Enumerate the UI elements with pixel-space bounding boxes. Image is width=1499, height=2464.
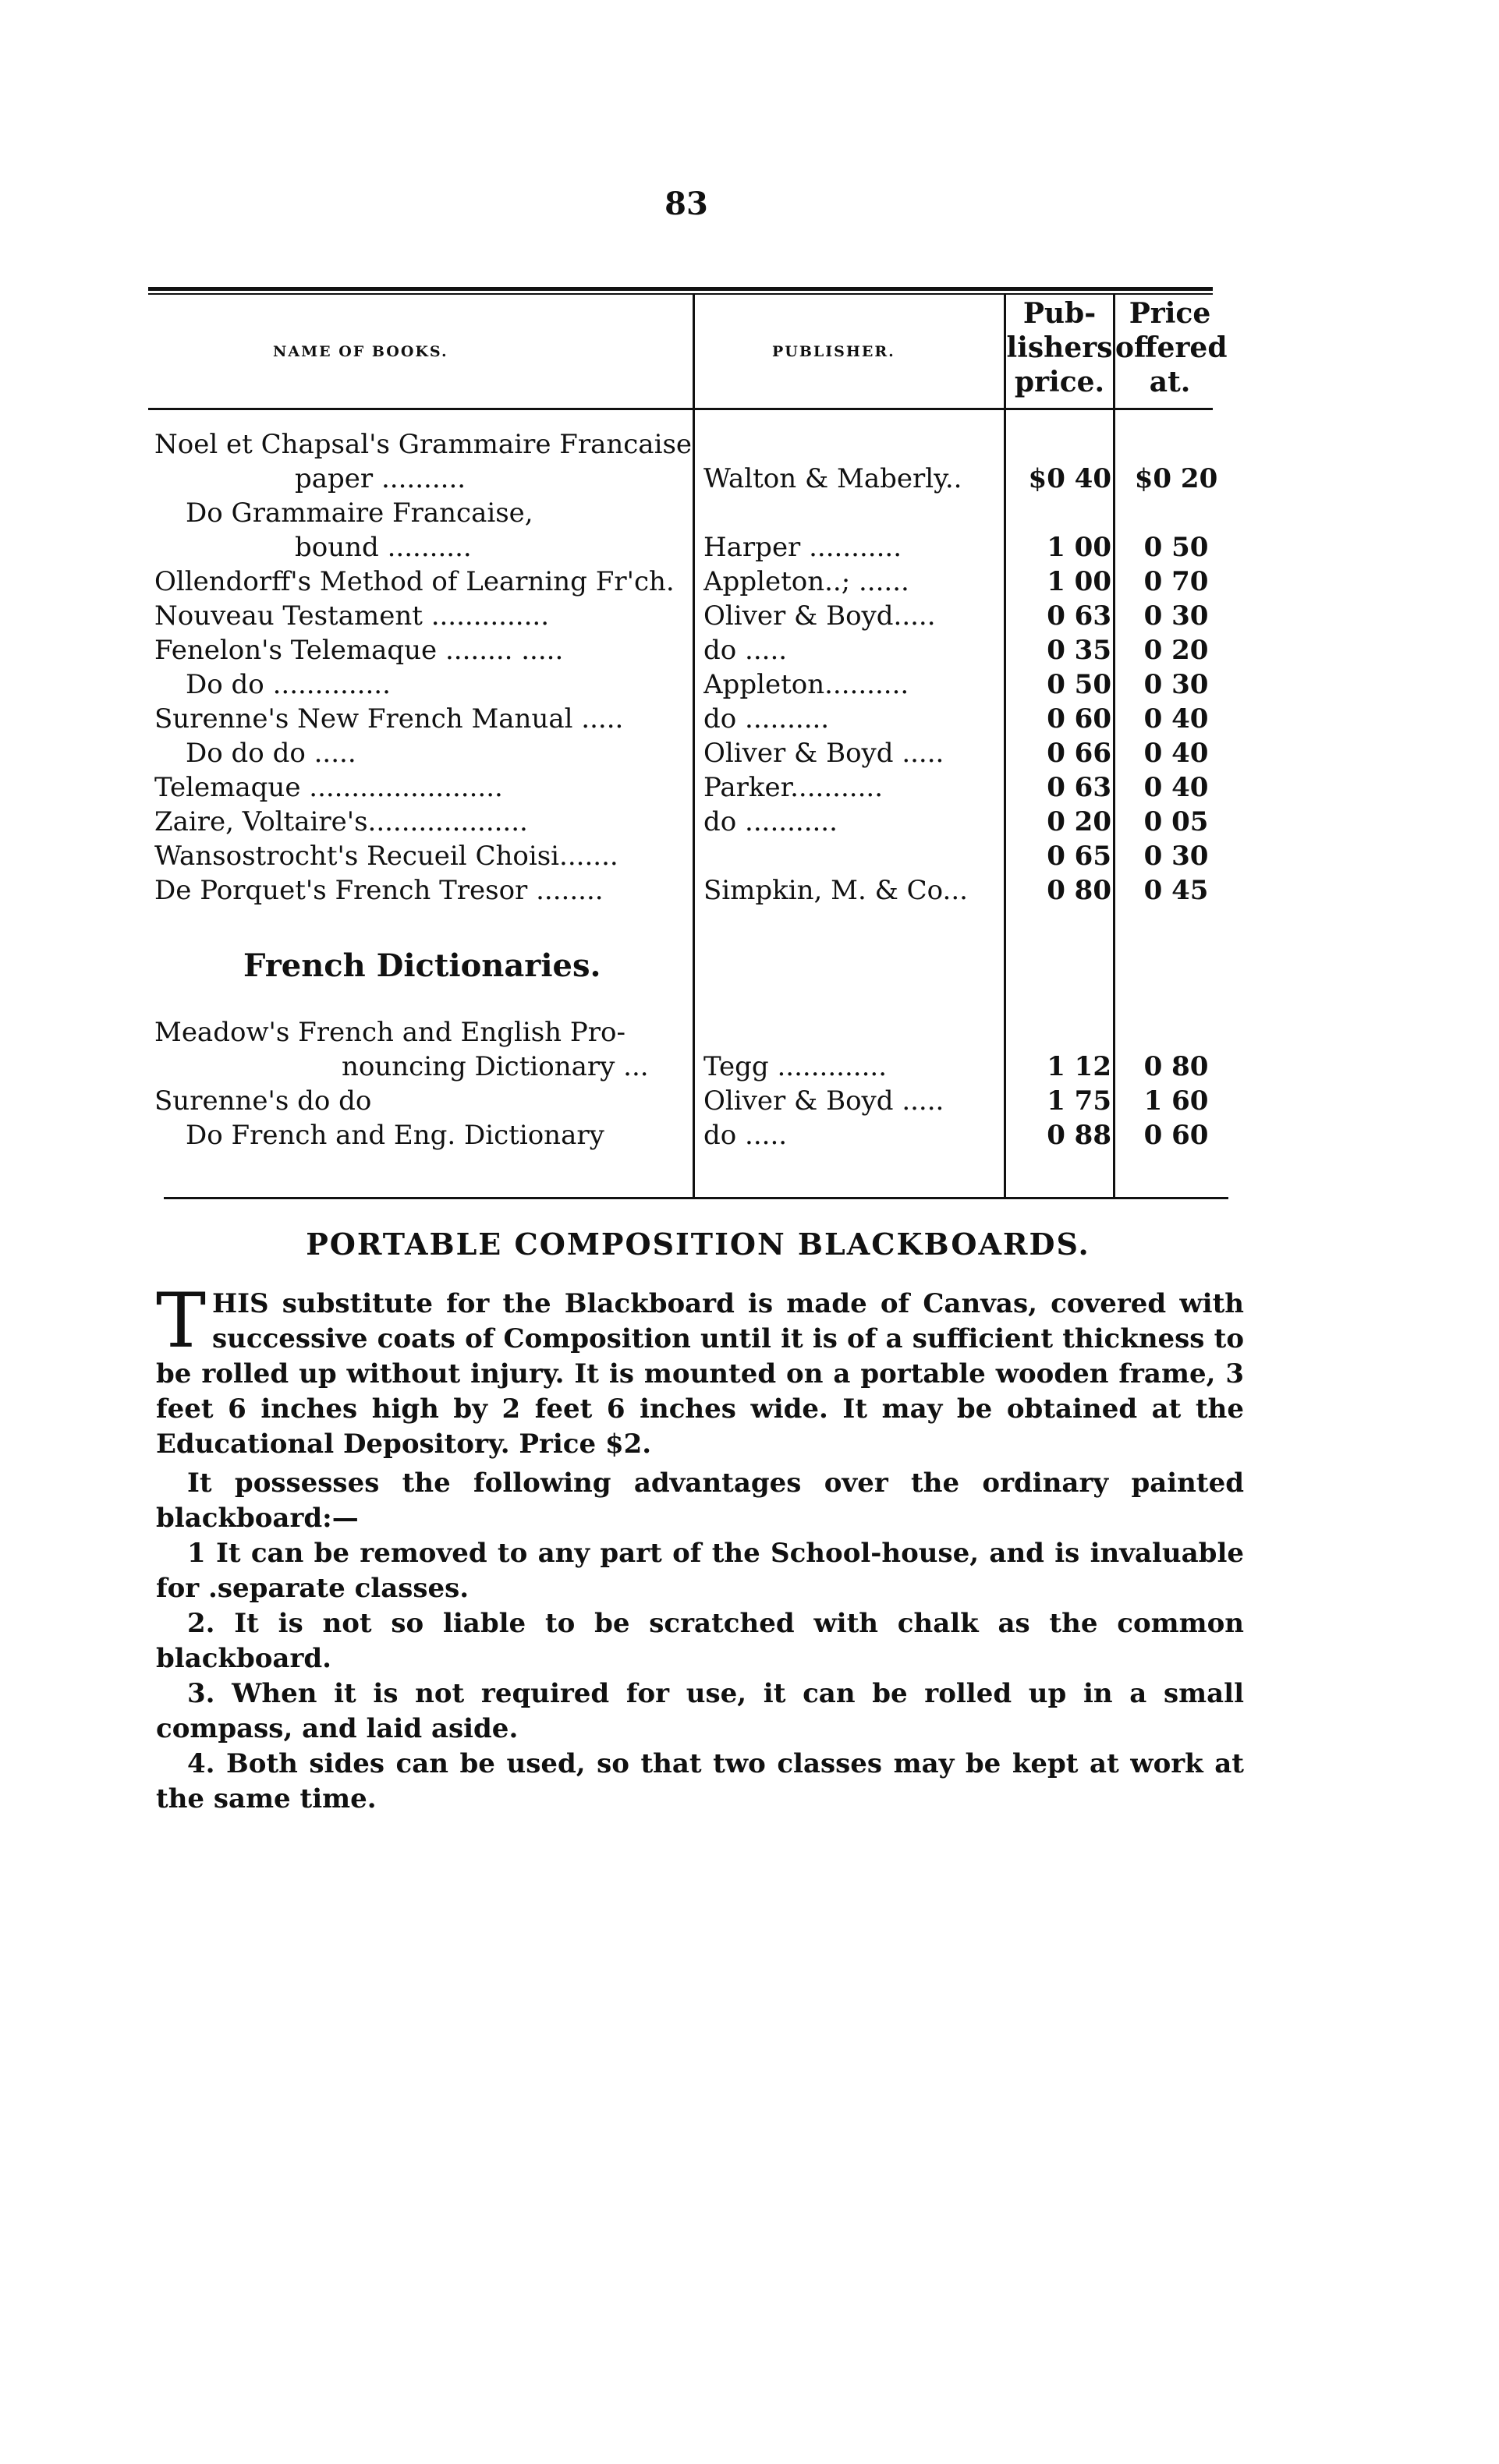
offered-price: 0 40 <box>1143 703 1209 735</box>
publisher-name <box>703 496 1004 530</box>
header-price-offered <box>1115 296 1228 399</box>
book-name: Do do .............. <box>186 669 391 700</box>
header-pub-line1: Pub- <box>1022 297 1097 330</box>
point-3: 3. When it is not required for use, it can be rolled up in a small compass, and laid aside. <box>156 1678 1244 1744</box>
publisher-price <box>1010 427 1111 462</box>
publisher-name: Parker........... <box>703 772 883 803</box>
book-name: Zaire, Voltaire's................... <box>154 806 528 837</box>
section-french-dictionaries: French Dictionaries. <box>243 947 601 984</box>
drop-cap: T <box>156 1277 207 1365</box>
book-name: Nouveau Testament .............. <box>154 600 549 632</box>
top-rule-thick <box>148 287 1213 291</box>
publisher-name <box>703 427 1004 462</box>
publisher-name: do ........... <box>703 806 838 837</box>
offered-price: 0 30 <box>1143 600 1209 632</box>
column-divider-3 <box>1113 295 1115 1199</box>
offered-price <box>1122 1015 1231 1050</box>
book-name: Meadow's French and English Pro- <box>154 1017 625 1048</box>
publisher-name: Tegg ............. <box>703 1051 887 1082</box>
publisher-name: Harper ........... <box>703 532 902 563</box>
blackboard-title: PORTABLE COMPOSITION BLACKBOARDS. <box>306 1227 1090 1262</box>
publisher-price: 0 63 <box>1047 600 1111 632</box>
offered-price: 0 40 <box>1143 772 1209 803</box>
header-bottom-rule <box>148 408 1213 410</box>
offered-price: 0 45 <box>1143 875 1209 906</box>
book-name: Wansostrocht's Recueil Choisi....... <box>154 841 618 872</box>
publisher-price: 1 75 <box>1047 1085 1111 1117</box>
publisher-name: do ..... <box>703 635 788 666</box>
publisher-price: 0 66 <box>1047 738 1111 769</box>
publisher-price: 0 35 <box>1047 635 1111 666</box>
page-number: 83 <box>664 186 708 222</box>
publisher-name: Oliver & Boyd ..... <box>703 738 944 769</box>
offered-price: 0 30 <box>1143 841 1209 872</box>
publisher-price: 0 80 <box>1047 875 1111 906</box>
book-name: Telemaque ....................... <box>154 772 503 803</box>
offered-price: 0 50 <box>1143 532 1209 563</box>
header-publishers-price <box>1006 296 1113 399</box>
publisher-name: Walton & Maberly.. <box>703 463 962 494</box>
offered-price: 0 30 <box>1143 669 1209 700</box>
publisher-price: 0 65 <box>1047 841 1111 872</box>
book-name: De Porquet's French Tresor ........ <box>154 875 604 906</box>
publisher-name: Oliver & Boyd..... <box>703 600 936 632</box>
publisher-name <box>703 1015 1004 1050</box>
book-name: nouncing Dictionary ... <box>342 1051 649 1082</box>
header-publisher: PUBLISHER. <box>772 343 895 360</box>
offered-price: 0 60 <box>1143 1120 1209 1151</box>
offered-price <box>1122 496 1231 530</box>
publisher-name: Appleton.......... <box>703 669 909 700</box>
blackboard-intro <box>156 1277 1244 1462</box>
book-name: paper .......... <box>295 463 466 494</box>
publisher-price: 0 50 <box>1047 669 1111 700</box>
point-1: 1 It can be removed to any part of the School-house, and is invaluable for .separate classes. <box>156 1538 1244 1604</box>
publisher-name: Simpkin, M. & Co... <box>703 875 968 906</box>
publisher-price <box>1010 496 1111 530</box>
publisher-price: 0 60 <box>1047 703 1111 735</box>
publisher-price: 1 12 <box>1047 1051 1111 1082</box>
publisher-price: 1 00 <box>1047 532 1111 563</box>
intro-text: HIS substitute for the Blackboard is made of Canvas, covered with successive coats of Composition until it is of a sufficient thickness to be rolled up without injury. It is mounted on a portable wooden frame, 3 feet 6 inches high by 2 feet 6 inches wide. It may be obtained at the Educational Depository. Price $2. <box>156 1288 1244 1460</box>
offered-price: 0 20 <box>1143 635 1209 666</box>
publisher-price: 0 88 <box>1047 1120 1111 1151</box>
table-bottom-rule <box>164 1197 1228 1199</box>
top-rule-thin <box>148 293 1213 295</box>
publisher-name: Appleton..; ...... <box>703 566 909 597</box>
book-name: Do Grammaire Francaise, <box>186 497 533 529</box>
offered-price: 0 80 <box>1143 1051 1209 1082</box>
publisher-price: 0 20 <box>1047 806 1111 837</box>
header-offered-line1: Price <box>1129 297 1211 330</box>
advantages-intro: It possesses the following advantages over the ordinary painted blackboard:— <box>156 1467 1244 1534</box>
header-pub-line3: price. <box>1014 366 1105 398</box>
publisher-name: do ..... <box>703 1120 788 1151</box>
book-name: Ollendorff's Method of Learning Fr'ch. <box>154 566 675 597</box>
point-4: 4. Both sides can be used, so that two classes may be kept at work at the same time. <box>156 1748 1244 1814</box>
book-name: Surenne's New French Manual ..... <box>154 703 624 735</box>
offered-price: 0 70 <box>1143 566 1209 597</box>
book-name: Noel et Chapsal's Grammaire Francaise <box>154 429 693 460</box>
book-name: Surenne's do do <box>154 1085 372 1117</box>
offered-price: 1 60 <box>1143 1085 1209 1117</box>
publisher-name: Oliver & Boyd ..... <box>703 1085 944 1117</box>
book-name: Do French and Eng. Dictionary <box>186 1120 604 1151</box>
header-offered-line3: at. <box>1149 366 1191 398</box>
publisher-price: $0 40 <box>1028 463 1111 494</box>
publisher-price: 1 00 <box>1047 566 1111 597</box>
book-name: Do do do ..... <box>186 738 356 769</box>
header-offered-line2: offered <box>1115 331 1228 364</box>
publisher-price <box>1010 1015 1111 1050</box>
book-name: Fenelon's Telemaque ........ ..... <box>154 635 564 666</box>
publisher-name <box>703 839 1004 873</box>
offered-price <box>1122 427 1231 462</box>
publisher-price: 0 63 <box>1047 772 1111 803</box>
offered-price: 0 40 <box>1143 738 1209 769</box>
column-divider-2 <box>1004 295 1006 1199</box>
header-pub-line2: lishers <box>1006 331 1113 364</box>
offered-price: $0 20 <box>1134 463 1218 494</box>
publisher-name: do .......... <box>703 703 830 735</box>
offered-price: 0 05 <box>1143 806 1209 837</box>
point-2: 2. It is not so liable to be scratched with chalk as the common blackboard. <box>156 1608 1244 1674</box>
header-name-of-books: NAME OF BOOKS. <box>273 343 448 360</box>
book-name: bound .......... <box>295 532 472 563</box>
